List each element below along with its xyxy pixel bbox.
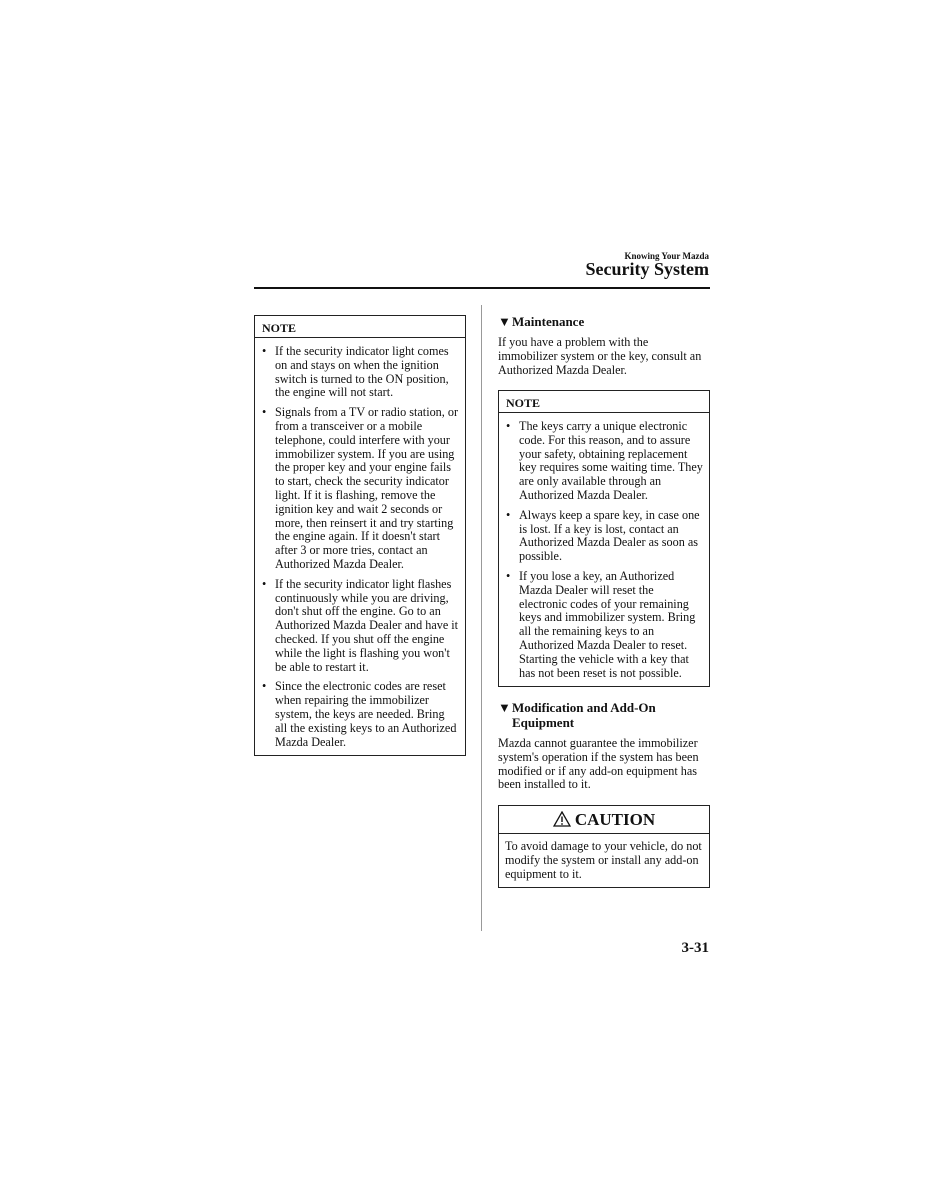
maintenance-heading-text: Maintenance — [512, 314, 585, 329]
header-rule — [254, 287, 710, 289]
bullet: • — [262, 679, 267, 694]
list-item — [262, 680, 459, 749]
list-item-text: If the security indicator light flashes continuously while you are driving, don't shut off the engine. Go to an Authorized Mazda Dealer and have it checked. If you shut off the engine while the light is flashing you won't be able to restart it. — [275, 576, 459, 674]
page-number: 3-31 — [681, 940, 709, 956]
note-title: NOTE — [255, 316, 465, 338]
list-item-text: The keys carry a unique electronic code. For this reason, and to assure your safety, obtaining replacement key requires some waiting time. They are only available through an Authorized Mazda Dealer. — [519, 419, 703, 502]
bullet: • — [262, 405, 267, 420]
triangle-marker-icon: ▼ — [498, 700, 511, 715]
page-title: Security System — [585, 259, 709, 279]
column-divider — [481, 305, 482, 931]
maintenance-text: If you have a problem with the immobilizer system or the key, consult an Authorized Mazda Dealer. — [498, 335, 702, 377]
bullet: • — [262, 576, 267, 591]
list-item — [506, 420, 703, 503]
modification-heading — [498, 700, 710, 730]
bullet: • — [506, 507, 511, 522]
list-item — [506, 509, 703, 564]
note-list — [255, 338, 465, 755]
modification-heading-line1: Modification and Add-On — [512, 700, 656, 715]
list-item — [262, 578, 459, 675]
list-item — [262, 406, 459, 572]
caution-text: To avoid damage to your vehicle, do not modify the system or install any add-on equipment to it. — [505, 839, 702, 881]
maintenance-heading — [498, 314, 710, 329]
bullet: • — [506, 419, 511, 433]
modification-text: Mazda cannot guarantee the immobilizer system's operation if the system has been modified or if any add-on equipment has been installed to it. — [498, 736, 699, 792]
note-title: NOTE — [499, 391, 709, 413]
modification-heading-line2: Equipment — [512, 715, 575, 730]
caution-box — [498, 805, 710, 888]
list-item-text: If the security indicator light comes on and stays on when the ignition switch is turned to the ON position, the engine will not start. — [275, 344, 449, 400]
note-list — [499, 413, 709, 686]
list-item — [506, 570, 703, 680]
triangle-marker-icon: ▼ — [498, 314, 511, 329]
list-item — [262, 345, 459, 400]
section-label: Knowing Your Mazda — [624, 251, 709, 261]
bullet: • — [262, 344, 267, 358]
list-item-text: Signals from a TV or radio station, or from a transceiver or a mobile telephone, could interfere with your immobilizer system. If you are using the proper key and your engine fails to start, check the security indicator light. If it is flashing, remove the ignition key and wait 2 seconds or more, then reinsert it and try starting the engine again. If it doesn't start after 3 or more tries, contact an Authorized Mazda Dealer. — [275, 405, 459, 571]
list-item-text: If you lose a key, an Authorized Mazda Dealer will reset the electronic codes of your remaining keys and immobilizer system. Bring all the remaining keys to an Authorized Mazda Dealer to reset. Starting the vehicle with a key that has not been reset is not possible. — [519, 568, 696, 680]
warning-triangle-icon — [553, 811, 571, 827]
bullet: • — [506, 568, 511, 583]
caution-header — [499, 806, 709, 834]
list-item-text: Since the electronic codes are reset when repairing the immobilizer system, the keys are needed. Bring all the existing keys to an Authorized Mazda Dealer. — [275, 679, 457, 749]
list-item-text: Always keep a spare key, in case one is lost. If a key is lost, contact an Authorized Mazda Dealer as soon as possible. — [519, 507, 700, 564]
caution-title: CAUTION — [574, 810, 656, 829]
note-box-left — [254, 315, 466, 756]
note-box-right — [498, 390, 710, 687]
